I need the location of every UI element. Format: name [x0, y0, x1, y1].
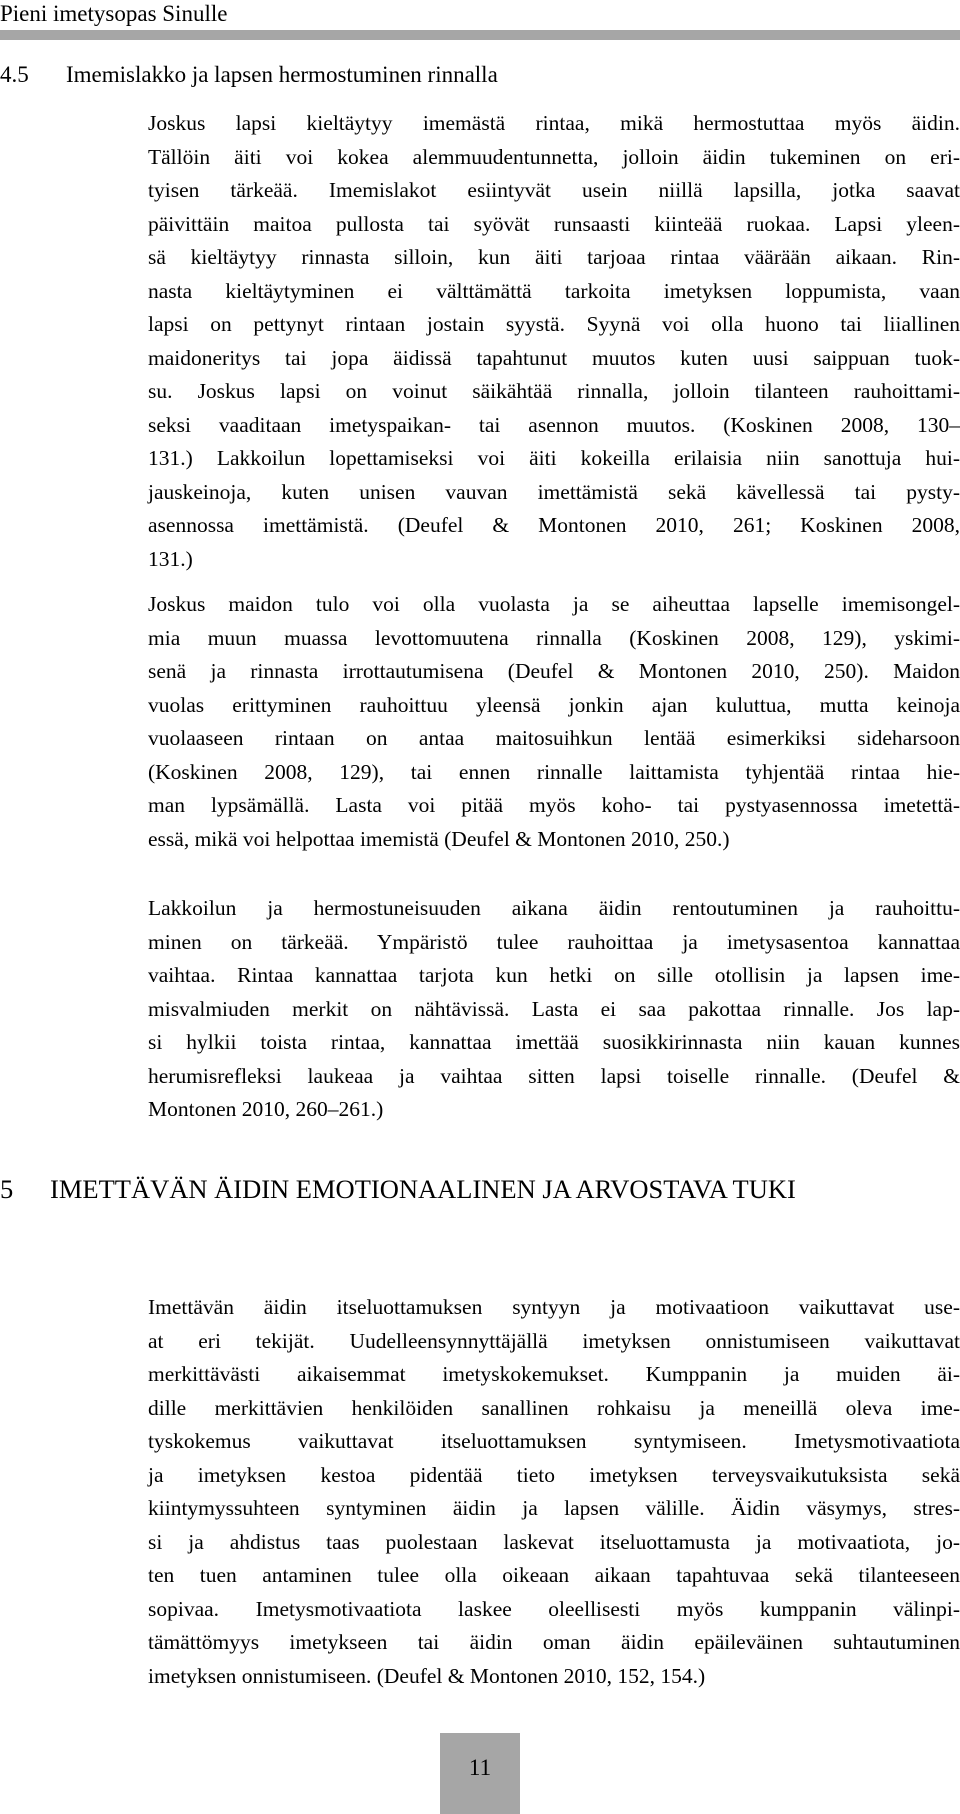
text-line: tämättömyys imetykseen tai äidin oman äidin epäileväinen suhtautuminen [148, 1630, 960, 1654]
text-line: (Koskinen 2008, 129), tai ennen rinnalle laittamista tyhjentää rintaa hie- [148, 759, 960, 784]
text-line: 131.) Lakkoilun lopettamiseksi voi äiti kokeilla erilaisia niin sanottuja hui- [148, 446, 960, 470]
text-line: Lakkoilun ja hermostuneisuuden aikana äidin rentoutuminen ja rauhoittu- [148, 896, 960, 920]
text-line: essä, mikä voi helpottaa imemistä (Deufel & Montonen 2010, 250.) [148, 826, 730, 851]
text-line: mia muun muassa levottomuutena rinnalla (Koskinen 2008, 129), yskimi- [148, 625, 960, 650]
text-line: vaihtaa. Rintaa kannattaa tarjota kun hetki on sille otollisin ja lapsen ime- [148, 963, 960, 987]
text-line: ten tuen antaminen tulee olla oikeaan aikaan tapahtuvaa sekä tilanteeseen [148, 1563, 960, 1587]
text-line: kiintymyssuhteen syntyminen äidin ja lapsen välille. Äidin väsymys, stres- [148, 1496, 960, 1520]
text-line: maidoneritys tai jopa äidissä tapahtunut muutos kuten uusi saippuan tuok- [148, 345, 960, 370]
subsection-heading [0, 60, 498, 90]
text-line: tyisen tärkeää. Imemislakot esiintyvät usein niillä lapsilla, jotka saavat [148, 178, 960, 202]
text-line: jauskeinoja, kuten unisen vauvan imettämistä sekä kävellessä tai pysty- [148, 479, 960, 504]
text-line: tyskokemus vaikuttavat itseluottamuksen syntymiseen. Imetysmotivaatiota [148, 1429, 960, 1453]
text-line: at eri tekijät. Uudelleensynnyttäjällä imetyksen onnistumiseen vaikuttavat [148, 1328, 960, 1353]
text-line: Montonen 2010, 260–261.) [148, 1097, 384, 1121]
text-line: misvalmiuden merkit on nähtävissä. Lasta ei saa pakottaa rinnalle. Jos lap- [148, 996, 960, 1021]
text-line: Joskus lapsi kieltäytyy imemästä rintaa, mikä hermostuttaa myös äidin. [148, 111, 960, 135]
text-line: dille merkittävien henkilöiden sanallinen rohkaisu ja meneillä oleva ime- [148, 1395, 960, 1420]
text-line: Imettävän äidin itseluottamuksen syntyyn ja motivaatioon vaikuttavat use- [148, 1295, 960, 1319]
subsection-title: Imemislakko ja lapsen hermostuminen rinnalla [66, 62, 498, 87]
text-line: seksi vaaditaan imetyspaikan- tai asennon muutos. (Koskinen 2008, 130– [148, 412, 960, 437]
text-line: ja imetyksen kestoa pidentää tieto imetyksen terveysvaikutuksista sekä [148, 1462, 960, 1487]
text-line: sopivaa. Imetysmotivaatiota laskee oleellisesti myös kumppanin välinpi- [148, 1596, 960, 1621]
text-line: sä kieltäytyy rinnasta silloin, kun äiti tarjoaa rintaa väärään aikaan. Rin- [148, 245, 960, 269]
text-line: su. Joskus lapsi on voinut säikähtää rinnalla, jolloin tilanteen rauhoittami- [148, 379, 960, 403]
text-line: nasta kieltäytyminen ei välttämättä tarkoita imetyksen loppumista, vaan [148, 278, 960, 303]
text-line: lapsi on pettynyt rintaan jostain syystä. Syynä voi olla huono tai liiallinen [148, 312, 960, 336]
text-line: vuolas erittyminen rauhoittuu yleensä jonkin ajan kuluttua, mutta keinoja [148, 692, 960, 717]
text-line: minen on tärkeää. Ympäristö tulee rauhoittaa ja imetysasentoa kannattaa [148, 929, 960, 954]
text-line: Joskus maidon tulo voi olla vuolasta ja se aiheuttaa lapselle imemisongel- [148, 592, 960, 616]
chapter-title: IMETTÄVÄN ÄIDIN EMOTIONAALINEN JA ARVOSTAVA TUKI [50, 1174, 796, 1204]
text-line: imetyksen onnistumiseen. (Deufel & Montonen 2010, 152, 154.) [148, 1663, 706, 1688]
paragraph-2 [148, 588, 960, 856]
running-header: Pieni imetysopas Sinulle [0, 1, 228, 26]
text-line: si hylkii toista rintaa, kannattaa imettää suosikkirinnasta niin kauan kunnes [148, 1030, 960, 1054]
chapter-number: 5 [0, 1174, 14, 1204]
text-line: päivittäin maitoa pullosta tai syövät runsaasti kiinteää ruokaa. Lapsi yleen- [148, 211, 960, 236]
chapter-paragraph [148, 1291, 960, 1693]
text-line: man lypsämällä. Lasta voi pitää myös koho- tai pystyasennossa imetettä- [148, 793, 960, 817]
text-line: merkittävästi aikaisemmat imetyskokemukset. Kumppanin ja muiden äi- [148, 1362, 960, 1386]
subsection-number: 4.5 [0, 62, 29, 87]
text-line: senä ja rinnasta irrottautumisena (Deufel & Montonen 2010, 250). Maidon [148, 659, 960, 683]
text-line: 131.) [148, 546, 193, 571]
paragraph-1 [148, 107, 960, 576]
header-rule [0, 30, 960, 40]
paragraph-3 [148, 892, 960, 1127]
text-line: si ja ahdistus taas puolestaan laskevat itseluottamusta ja motivaatiota, jo- [148, 1529, 960, 1554]
text-line: herumisrefleksi laukeaa ja vaihtaa sitten lapsi toiselle rinnalle. (Deufel & [148, 1063, 960, 1088]
text-line: Tällöin äiti voi kokea alemmuudentunnetta, jolloin äidin tukeminen on eri- [148, 144, 960, 169]
page-number: 11 [440, 1733, 520, 1814]
text-line: vuolaaseen rintaan on antaa maitosuihkun lentää esimerkiksi sideharsoon [148, 726, 960, 750]
text-line: asennossa imettämistä. (Deufel & Montonen 2010, 261; Koskinen 2008, [148, 513, 960, 537]
chapter-heading [0, 1173, 796, 1205]
